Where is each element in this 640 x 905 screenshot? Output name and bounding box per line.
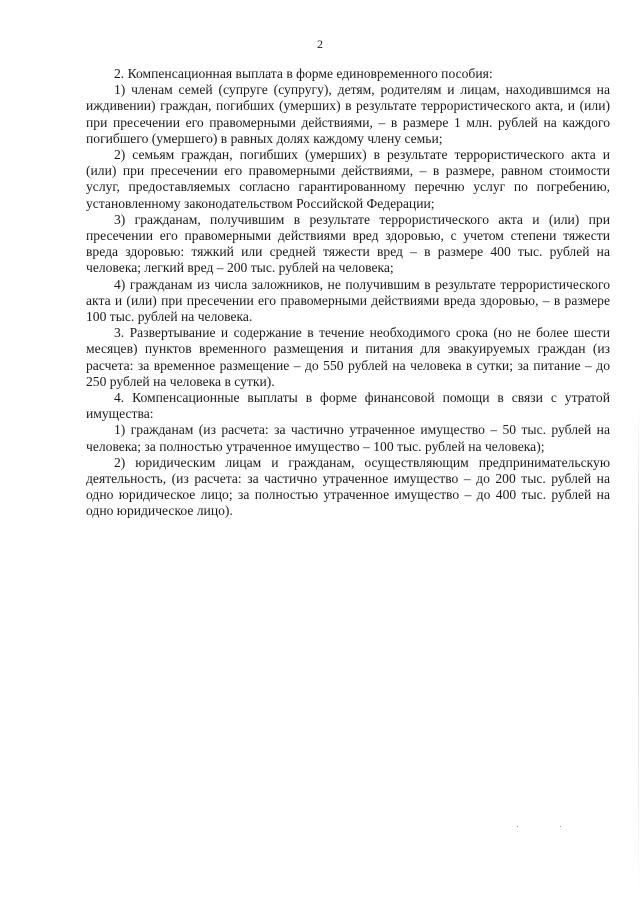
document-body [86,66,610,520]
paragraph-section-4-heading: 4. Компенсационные выплаты в форме финансовой помощи в связи с утратой имущества: [86,390,610,422]
paragraph-section-2-item-1: 1) членам семей (супруге (супругу), детям, родителям и лицам, находившимся на иждивении) граждан, погибших (умерших) в результате террористического акта, и (или) при пресечении его правомерными действиями, – в размере 1 млн. рублей на каждого погибшего (умершего) в равных долях каждому члену семьи; [86,82,610,146]
paragraph-section-2-heading: 2. Компенсационная выплата в форме единовременного пособия: [114,66,493,81]
scan-edge-shadow [638,400,639,900]
paragraph-section-2-item-2: 2) семьям граждан, погибших (умерших) в результате террористического акта и (или) при пресечении его правомерными действиями, – в размере, равном стоимости услуг, предоставляемых согласно гарантированному перечню услуг по погребению, установленному законодательством Российской Федерации; [86,147,610,211]
paragraph-section-2-item-3: 3) гражданам, получившим в результате террористического акта и (или) при пресечении его правомерными действиями вред здоровью, с учетом степени тяжести вреда здоровью: тяжкий или средней тяжести вред – в размере 400 тыс. рублей на человека; легкий вред – 200 тыс. рублей на человека; [86,211,610,276]
scan-speck [517,826,518,827]
paragraph-section-2-item-4: 4) гражданам из числа заложников, не получившим в результате террористического акта и (или) при пресечении его правомерными действиями вреда здоровью, – в размере 100 тыс. рублей на человека. [86,276,610,325]
paragraph-section-3: 3. Развертывание и содержание в течение необходимого срока (но не более шести месяцев) пунктов временного размещения и питания для эвакуируемых граждан (из расчета: за временное размещение – до 550 рублей на человека в сутки; за питание – до 250 рублей на человека в сутки). [86,325,610,389]
paragraph-section-4-item-1: 1) гражданам (из расчета: за частично утраченное имущество – 50 тыс. рублей на человека; за полностью утраченное имущество – 100 тыс. рублей на человека); [86,422,610,454]
paragraph-section-4-item-2: 2) юридическим лицам и гражданам, осуществляющим предпринимательскую деятельность, (из расчета: за частично утраченное имущество – до 200 тыс. рублей на одно юридическое лицо; за полностью утраченное имущество – до 400 тыс. рублей на одно юридическое лицо). [86,454,610,519]
scan-speck [560,826,561,827]
page-number: 2 [317,37,323,51]
